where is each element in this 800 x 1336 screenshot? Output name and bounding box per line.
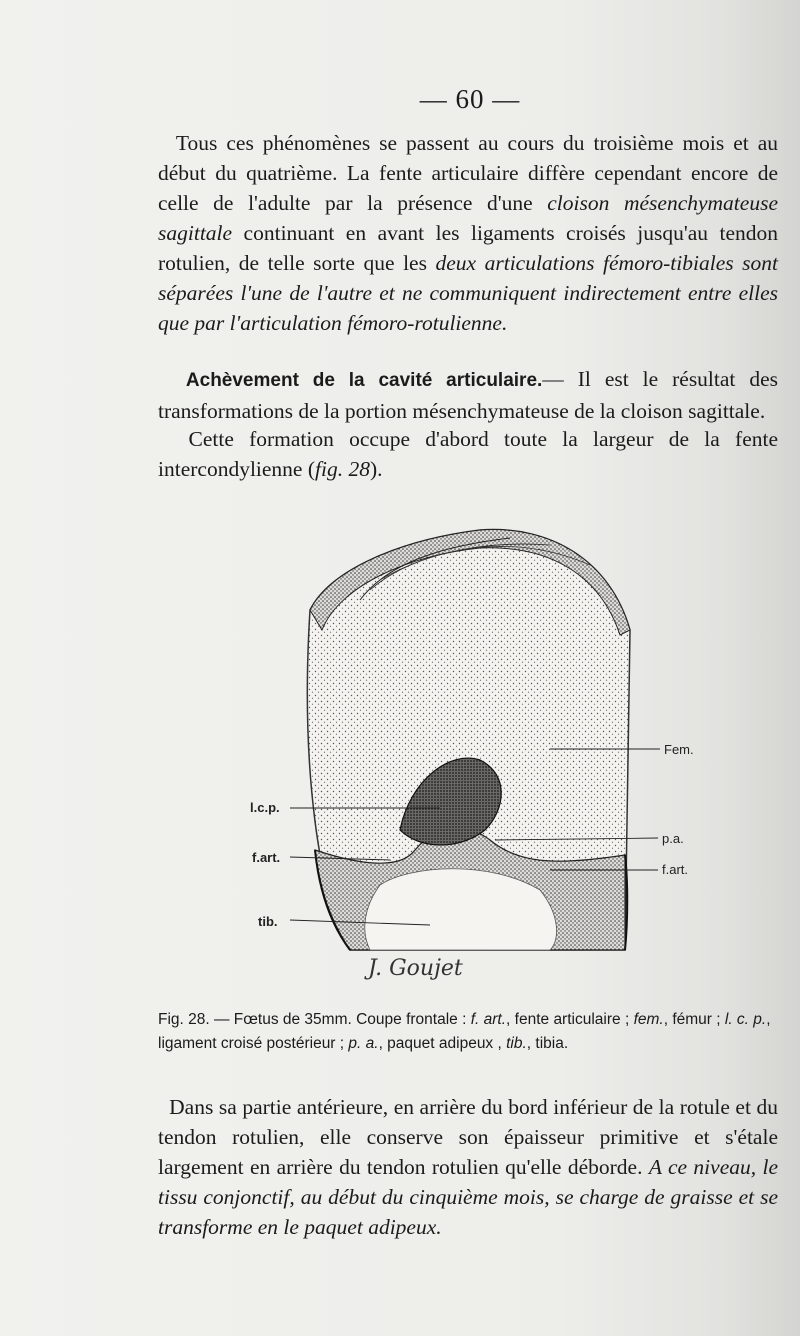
para1-text-d: deux articulations fémoro-tibiales sont séparées l'une de l'autre et ne communiquent indirectement entre elles que par l'articulation fémoro-rotulienne.	[158, 251, 778, 335]
para4-text-b: A ce niveau, le tissu conjonctif, au début du cinquième mois, se charge de graisse et se transforme en le paquet adipeux.	[158, 1155, 779, 1239]
label-pa: p.a.	[662, 831, 684, 846]
caption-def-fem: , fémur ;	[663, 1011, 725, 1028]
caption-lead: Fig. 28. — Fœtus de 35mm. Coupe frontale :	[158, 1011, 471, 1028]
label-fem: Fem.	[664, 742, 694, 757]
caption-def-pa: , paquet adipeux ,	[378, 1035, 507, 1052]
paragraph-3	[158, 424, 778, 484]
label-tib: tib.	[258, 914, 278, 929]
para2-text: — Il est le résultat des transformations de la portion mésenchymateuse de la cloison sagittale.	[158, 367, 779, 423]
para1-text-c: continuant en avant les ligaments croisés jusqu'au tendon rotulien, de telle sorte que les	[158, 221, 778, 275]
para1-text-a: Tous ces phénomènes se passent au cours du troisième mois et au début du quatrième. La fente articulaire diffère cependant encore de celle de l'adulte par la présence d'une	[158, 131, 778, 215]
para1-text-b: cloison mésenchymateuse sagittale	[158, 191, 778, 245]
caption-def-lcp: , ligament croisé postérieur ;	[158, 1011, 771, 1052]
caption-term-fart: f. art.	[470, 1011, 507, 1028]
paragraph-4	[158, 1092, 778, 1242]
para3-text-a: Cette formation occupe d'abord toute la largeur de la fente intercondylienne (	[158, 427, 779, 481]
paragraph-2	[158, 364, 778, 426]
para3-fig-ref: fig. 28	[315, 457, 370, 481]
caption-term-tib: tib.	[506, 1035, 527, 1052]
caption-term-fem: fem.	[633, 1011, 664, 1028]
caption-term-lcp: l. c. p.	[724, 1011, 767, 1028]
artist-signature: J. Goujet	[368, 956, 463, 981]
paragraph-1	[158, 128, 778, 338]
caption-def-fart: , fente articulaire ;	[506, 1011, 634, 1028]
para3-text-c: ).	[369, 457, 383, 481]
caption-term-pa: p. a.	[348, 1035, 379, 1052]
figure-caption	[158, 1008, 788, 1056]
label-fart-right: f.art.	[662, 862, 689, 877]
para4-text-a: Dans sa partie antérieure, en arrière du bord inférieur de la rotule et du tendon rotulien, elle conserve son épaisseur primitive et s'étale largement en arrière du tendon rotulien qu'elle déborde.	[158, 1095, 779, 1179]
section-heading: Achèvement de la cavité articulaire.	[185, 370, 543, 391]
label-lcp: l.c.p.	[250, 800, 280, 815]
figure-28-illustration	[230, 520, 710, 1010]
caption-def-tib: , tibia.	[526, 1035, 569, 1052]
label-fart-left: f.art.	[252, 850, 281, 865]
page-number: — 60 —	[419, 84, 521, 114]
